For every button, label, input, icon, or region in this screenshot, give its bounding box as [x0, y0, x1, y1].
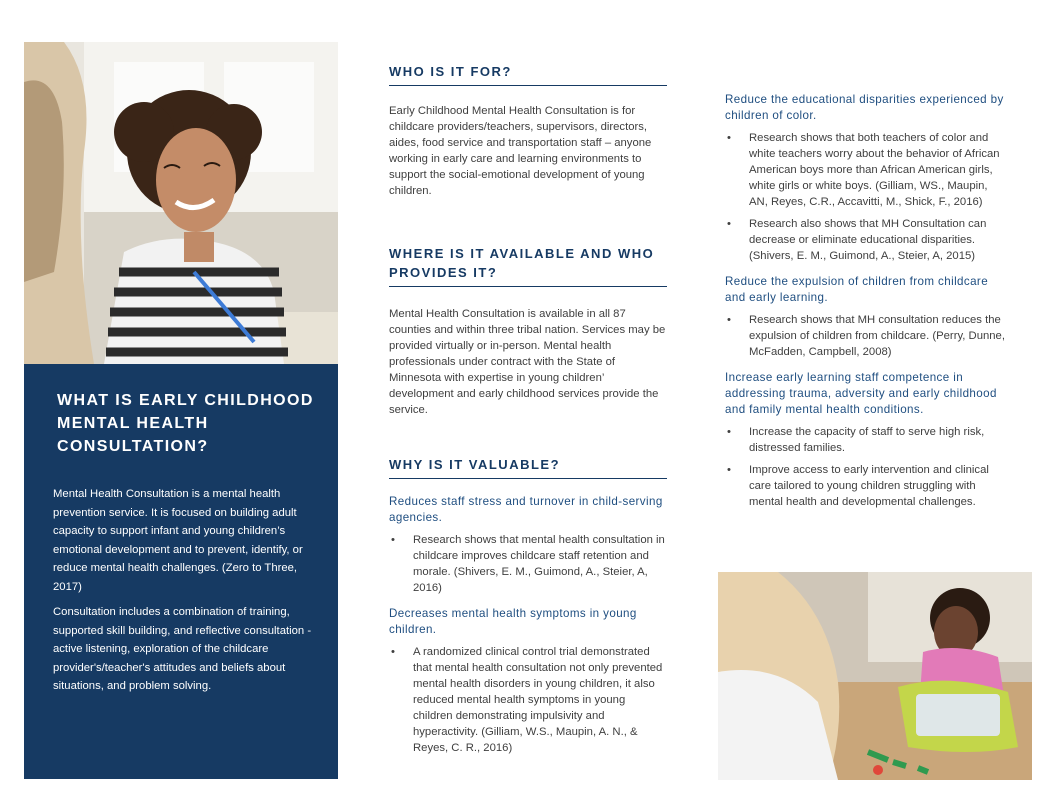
intro-heading: WHAT IS EARLY CHILDHOOD MENTAL HEALTH CONSULTATION? [57, 392, 314, 455]
benefit-list-competence [725, 424, 1007, 510]
list-item: • Research shows that MH consultation reduces the expulsion of children from childcare. (Perry, Dunne, McFadden, Campbell, 2008) [727, 314, 1005, 358]
who-body: Early Childhood Mental Health Consultation is for childcare providers/teachers, supervisors, directors, aides, food service and transportation staff – anyone working in early care and learning environments to support the social-emotional development of young children. [389, 105, 652, 197]
why-subheading-2: Decreases mental health symptoms in young children. [389, 607, 637, 636]
where-heading: WHERE IS IT AVAILABLE AND WHO PROVIDES IT? [389, 244, 667, 287]
photo-teacher-smiling [24, 42, 338, 364]
where-body: Mental Health Consultation is available in all 87 counties and within three tribal nation. Services may be provided virtually or in-person. Mental health professionals under contract with the State of Minnesota with expertise in young children’ development and early childhood services provide the service. [389, 308, 666, 416]
why-list-1 [389, 532, 667, 596]
why-list-2 [389, 644, 667, 756]
benefit-heading-competence: Increase early learning staff competence in addressing trauma, adversity and early childhood and family mental health conditions. [725, 371, 997, 416]
teacher-photo-illustration [24, 42, 338, 364]
benefit-heading-expulsion: Reduce the expulsion of children from childcare and early learning. [725, 275, 989, 304]
why-subheading-1: Reduces staff stress and turnover in child-serving agencies. [389, 495, 663, 524]
intro-paragraph-2: Consultation includes a combination of training, supported skill building, and reflective consultation - active listening, exploration of the childcare provider's/teacher's attitudes and beliefs about situations, and problem solving. [53, 606, 312, 693]
benefit-list-disparities [725, 130, 1007, 264]
intro-panel [24, 364, 338, 779]
benefit-heading-disparities: Reduce the educational disparities experienced by children of color. [725, 93, 1004, 122]
list-item: • Improve access to early intervention and clinical care tailored to young children struggling with mental health and developmental challenges. [727, 464, 989, 508]
right-column [725, 92, 1007, 510]
photo-child-drawing [718, 572, 1032, 780]
benefit-list-expulsion [725, 312, 1007, 360]
list-item: • A randomized clinical control trial demonstrated that mental health consultation not only prevented mental health disorders in young children, it also reduced mental health symptoms in young children demonstrating impulsivity and hyperactivity. (Gilliam, W.S., Maupin, A. N., & Reyes, C. R., 2016) [391, 646, 663, 754]
middle-column [389, 62, 667, 756]
list-item: • Research shows that both teachers of color and white teachers worry about the behavior of African American boys more than African American girls, white girls or white boys. (Gilliam, WS., Maupin, AN, Reyes, C.R., Accavitti, M., Shick, F., 2016) [727, 132, 1000, 208]
child-photo-illustration [718, 572, 1032, 780]
list-item: • Increase the capacity of staff to serve high risk, distressed families. [727, 426, 985, 454]
intro-paragraph-1: Mental Health Consultation is a mental health prevention service. It is focused on building adult capacity to support infant and young children’s emotional development and to prevent, identify, or reduce mental health challenges. (Zero to Three, 2017) [53, 488, 303, 593]
why-heading: WHY IS IT VALUABLE? [389, 455, 667, 479]
who-heading: WHO IS IT FOR? [389, 62, 667, 86]
list-item: • Research shows that mental health consultation in childcare improves childcare staff retention and morale. (Shivers, E. M., Guimond, A., Steier, A, 2016) [391, 534, 665, 594]
list-item: • Research also shows that MH Consultation can decrease or eliminate educational disparities. (Shivers, E. M., Guimond, A., Steier, A, 2015) [727, 218, 987, 262]
